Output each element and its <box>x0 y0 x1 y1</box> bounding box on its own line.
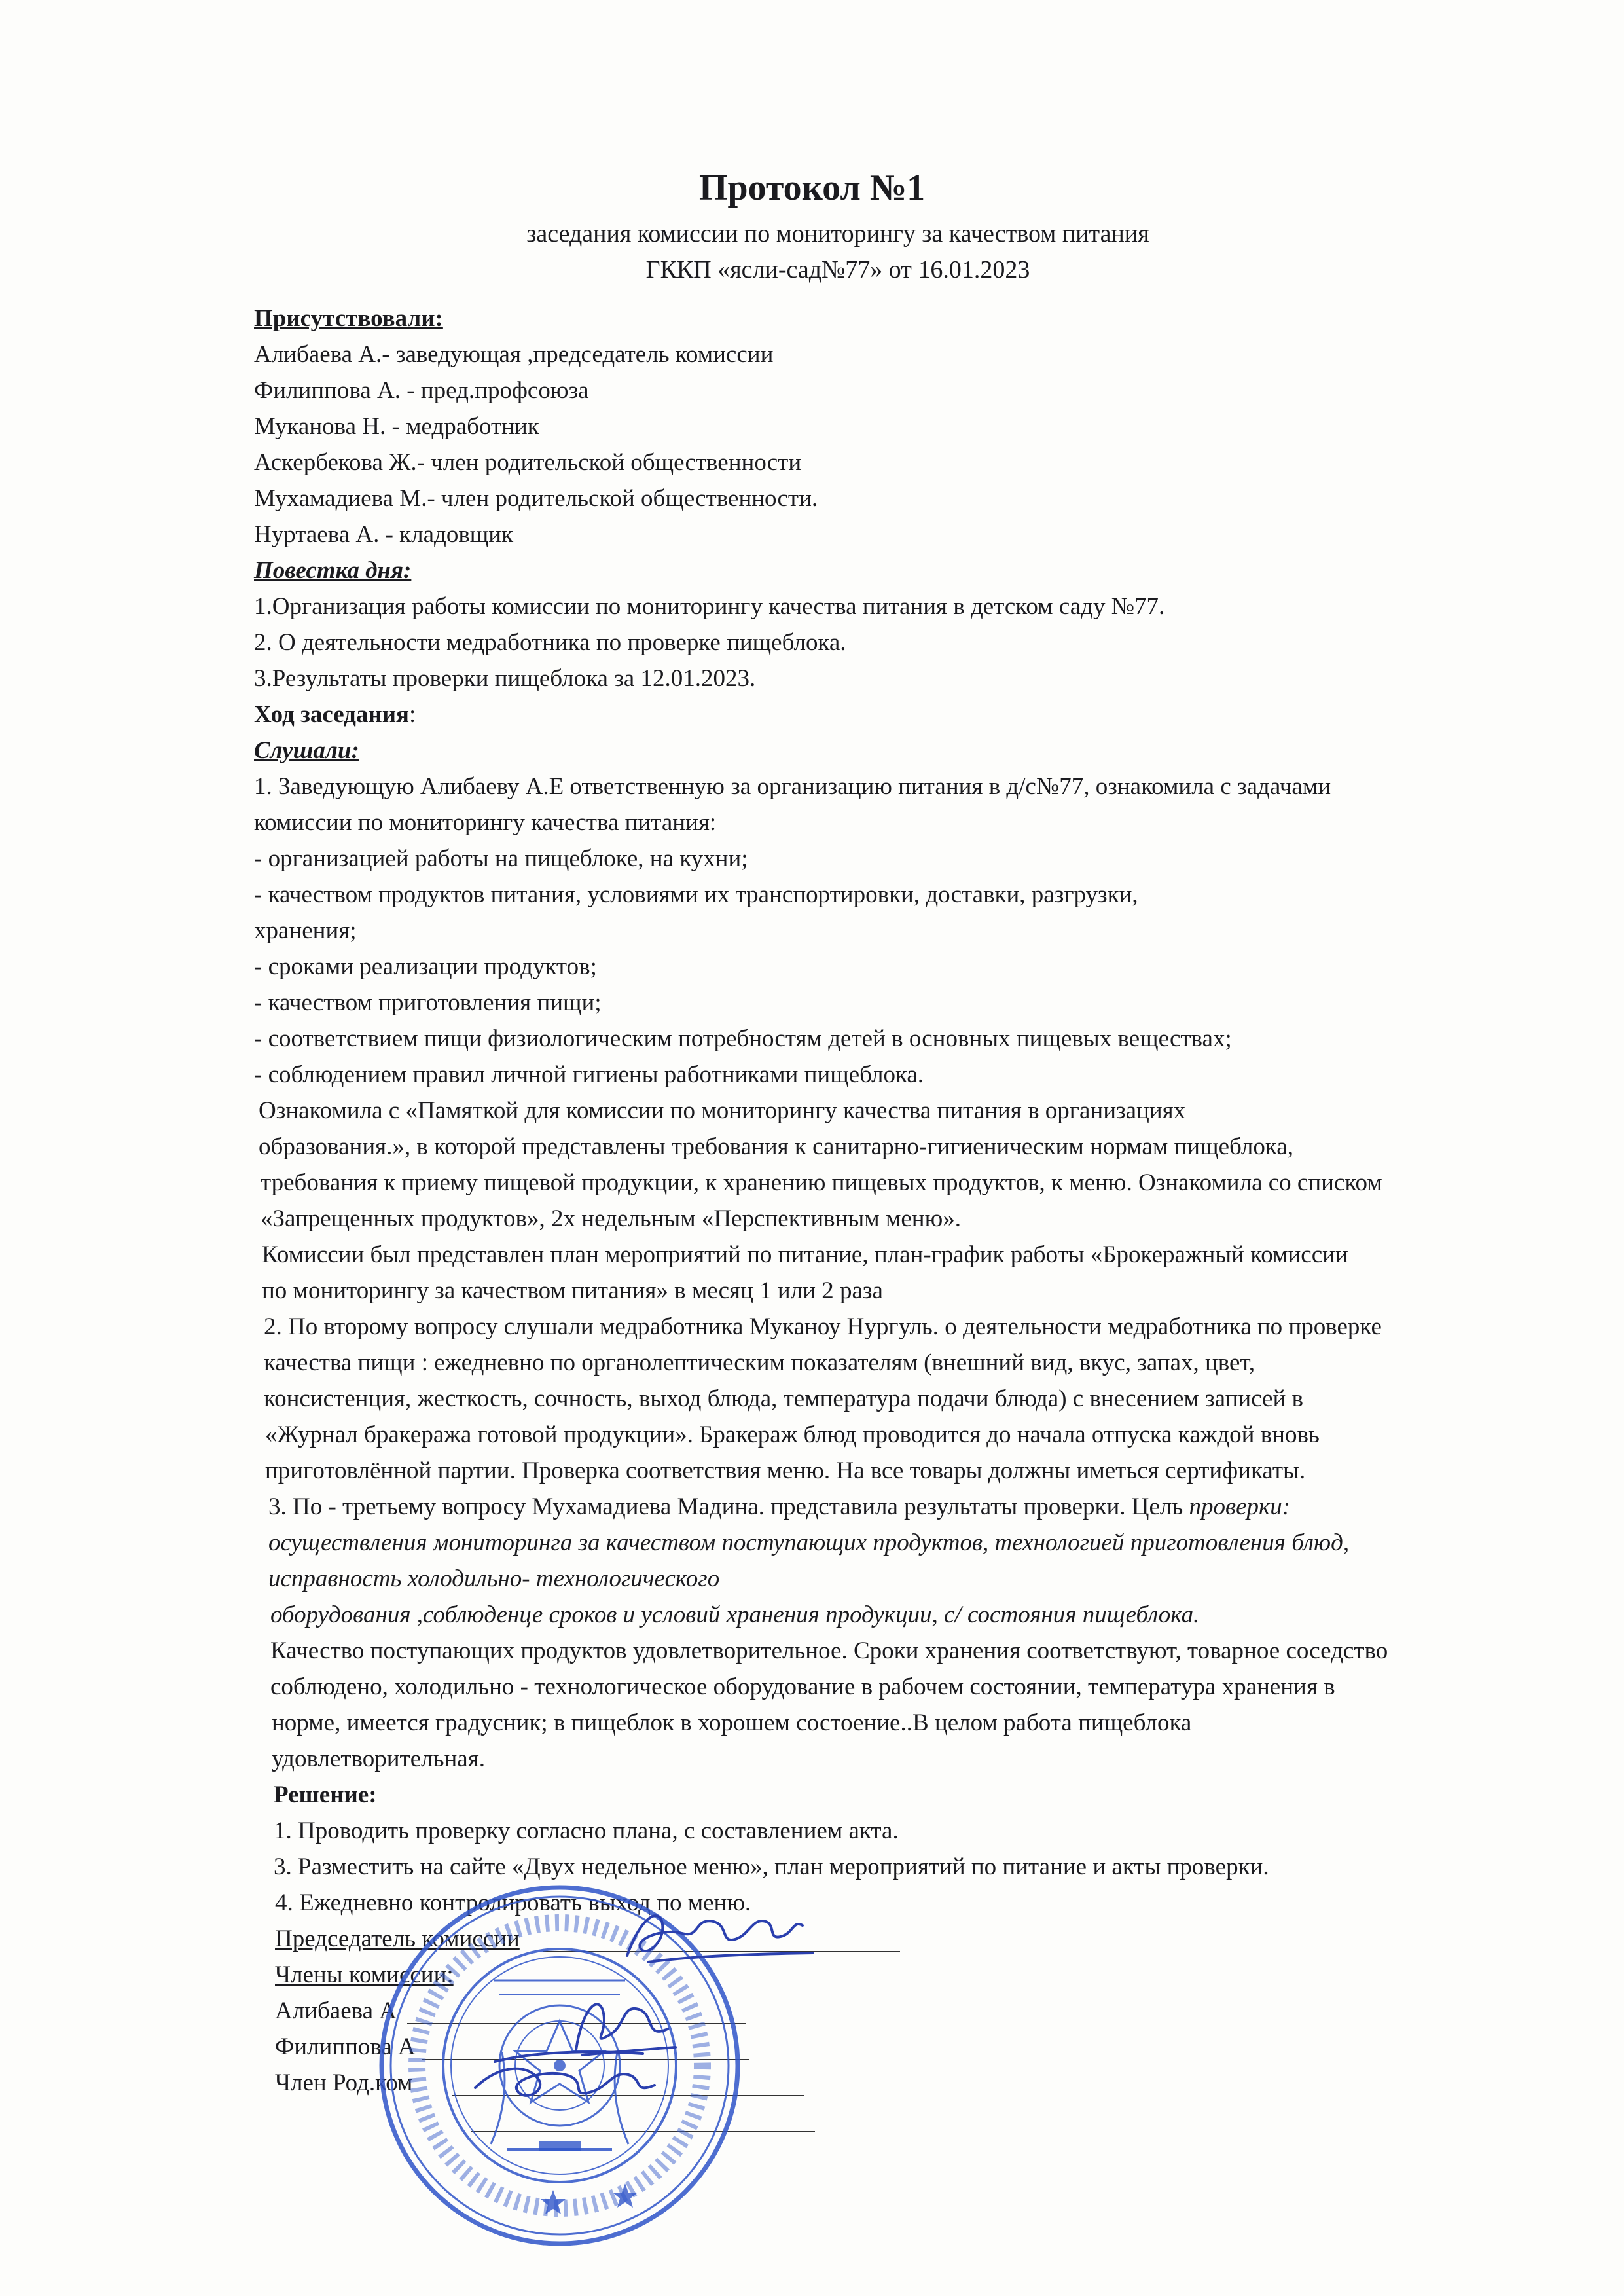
document-subtitle-line-1: заседания комиссии по мониторингу за качеством питания <box>526 220 1149 247</box>
agenda-heading: Повестка дня: <box>254 557 412 584</box>
text-line: - соблюдением правил личной гигиены работниками пищеблока. <box>254 1061 924 1088</box>
decision-item: 1. Проводить проверку согласно плана, с составлением акта. <box>274 1817 899 1844</box>
text-line: образования.», в которой представлены требования к санитарно-гигиеническим нормам пищеблока, <box>259 1133 1293 1160</box>
members-heading: Члены комиссии: <box>275 1961 454 1988</box>
text-line: Ознакомила с «Памяткой для комиссии по мониторингу качества питания в организациях <box>259 1097 1186 1124</box>
text-line: соблюдено, холодильно - технологическое оборудование в рабочем состоянии, температура хранения в <box>270 1673 1335 1700</box>
italic-text-line: осуществления мониторинга за качеством поступающих продуктов, технологией приготовления блюд, <box>268 1529 1350 1556</box>
text-line: - сроками реализации продуктов; <box>254 953 597 980</box>
decision-item: 3. Разместить на сайте «Двух недельное меню», план мероприятий по питание и акты проверки. <box>274 1853 1269 1880</box>
text-line: «Запрещенных продуктов», 2х недельным «Перспективным меню». <box>261 1205 961 1232</box>
meeting-progress-heading <box>254 702 416 727</box>
italic-text-line: оборудования ,соблюденце сроков и условий хранения продукции, с/ состояния пищеблока. <box>270 1601 1200 1628</box>
text-line: 1. Заведующую Алибаеву А.Е ответственную за организацию питания в д/с№77, ознакомила с задачами <box>254 773 1331 800</box>
text-line: 2. По второму вопросу слушали медработника Муканоу Нургуль. о деятельности медработника по проверке <box>264 1313 1382 1340</box>
text-line: хранения; <box>254 917 357 944</box>
chairman-signature <box>622 1902 818 1974</box>
text-line: - качеством приготовления пищи; <box>254 989 602 1016</box>
text-line: норме, имеется градусник; в пищеблок в хорошем состоение..В целом работа пищеблока <box>272 1709 1192 1736</box>
listened-heading: Слушали: <box>254 737 359 764</box>
chairman-label: Председатель комиссии <box>275 1925 520 1952</box>
text-line: «Журнал бракеража готовой продукции». Бракераж блюд проводится до начала отпуска каждой вновь <box>265 1421 1320 1448</box>
meeting-heading-colon: : <box>409 701 416 728</box>
text-line <box>268 1495 1290 1519</box>
text-line: комиссии по мониторингу качества питания: <box>254 809 717 836</box>
text-line: качества пищи : ежедневно по органолептическим показателям (внешний вид, вкус, запах, цвет, <box>264 1349 1255 1376</box>
agenda-item: 2. О деятельности медработника по проверке пищеблока. <box>254 629 846 656</box>
meeting-heading-text: Ход заседания <box>254 701 410 728</box>
attendee-line: Нуртаева А. - кладовщик <box>254 521 514 548</box>
text-line: приготовлённой партии. Проверка соответствия меню. На все товары должны иметься сертификаты. <box>265 1457 1306 1484</box>
document-title: Протокол №1 <box>698 168 926 208</box>
attendee-line: Мухамадиева М.- член родительской общественности. <box>254 485 818 512</box>
decision-item: 4. Ежедневно контролировать выход по меню. <box>275 1889 751 1916</box>
attendee-line: Алибаева А.- заведующая ,председатель комиссии <box>254 341 774 368</box>
text-line: консистенция, жесткость, сочность, выход блюда, температура подачи блюда) с внесением записей в <box>264 1385 1304 1412</box>
text-line: Комиссии был представлен план мероприятий по питание, план-график работы «Брокеражный комиссии <box>262 1241 1348 1268</box>
agenda-item: 3.Результаты проверки пищеблока за 12.01.2023. <box>254 665 756 692</box>
attendee-line: Аскербекова Ж.- член родительской общественности <box>254 449 802 476</box>
text-line: по мониторингу за качеством питания» в месяц 1 или 2 раза <box>262 1277 883 1304</box>
p3-start-text: 3. По - третьему вопросу Мухамадиева Мадина. представила результаты проверки. Цель <box>268 1493 1189 1520</box>
decision-heading: Решение: <box>274 1781 377 1808</box>
member-name: Член Род.ком <box>275 2069 413 2096</box>
attendees-heading: Присутствовали: <box>254 305 443 332</box>
member-name: Филиппова А <box>275 2033 416 2060</box>
text-line: Качество поступающих продуктов удовлетворительное. Сроки хранения соответствуют, товарное соседство <box>270 1637 1388 1664</box>
text-line: удовлетворительная. <box>272 1745 485 1772</box>
text-line: требования к приему пищевой продукции, к хранению пищевых продуктов, к меню. Ознакомила со списком <box>261 1169 1382 1196</box>
agenda-item: 1.Организация работы комиссии по мониторингу качества питания в детском саду №77. <box>254 593 1165 620</box>
p3-start-italic: проверки: <box>1189 1493 1291 1520</box>
text-line: - организацией работы на пищеблоке, на кухни; <box>254 845 748 872</box>
italic-text-line: исправность холодильно- технологического <box>268 1565 720 1592</box>
text-line: - качеством продуктов питания, условиями их транспортировки, доставки, разгрузки, <box>254 881 1138 908</box>
attendee-line: Муканова Н. - медработник <box>254 413 539 440</box>
member-name: Алибаева А <box>275 1997 397 2024</box>
text-line: - соответствием пищи физиологическим потребностям детей в основных пищевых веществах; <box>254 1025 1232 1052</box>
attendee-line: Филиппова А. - пред.профсоюза <box>254 377 589 404</box>
member-signature <box>471 2039 668 2111</box>
document-subtitle-line-2: ГККП «ясли-сад№77» от 16.01.2023 <box>645 256 1030 283</box>
